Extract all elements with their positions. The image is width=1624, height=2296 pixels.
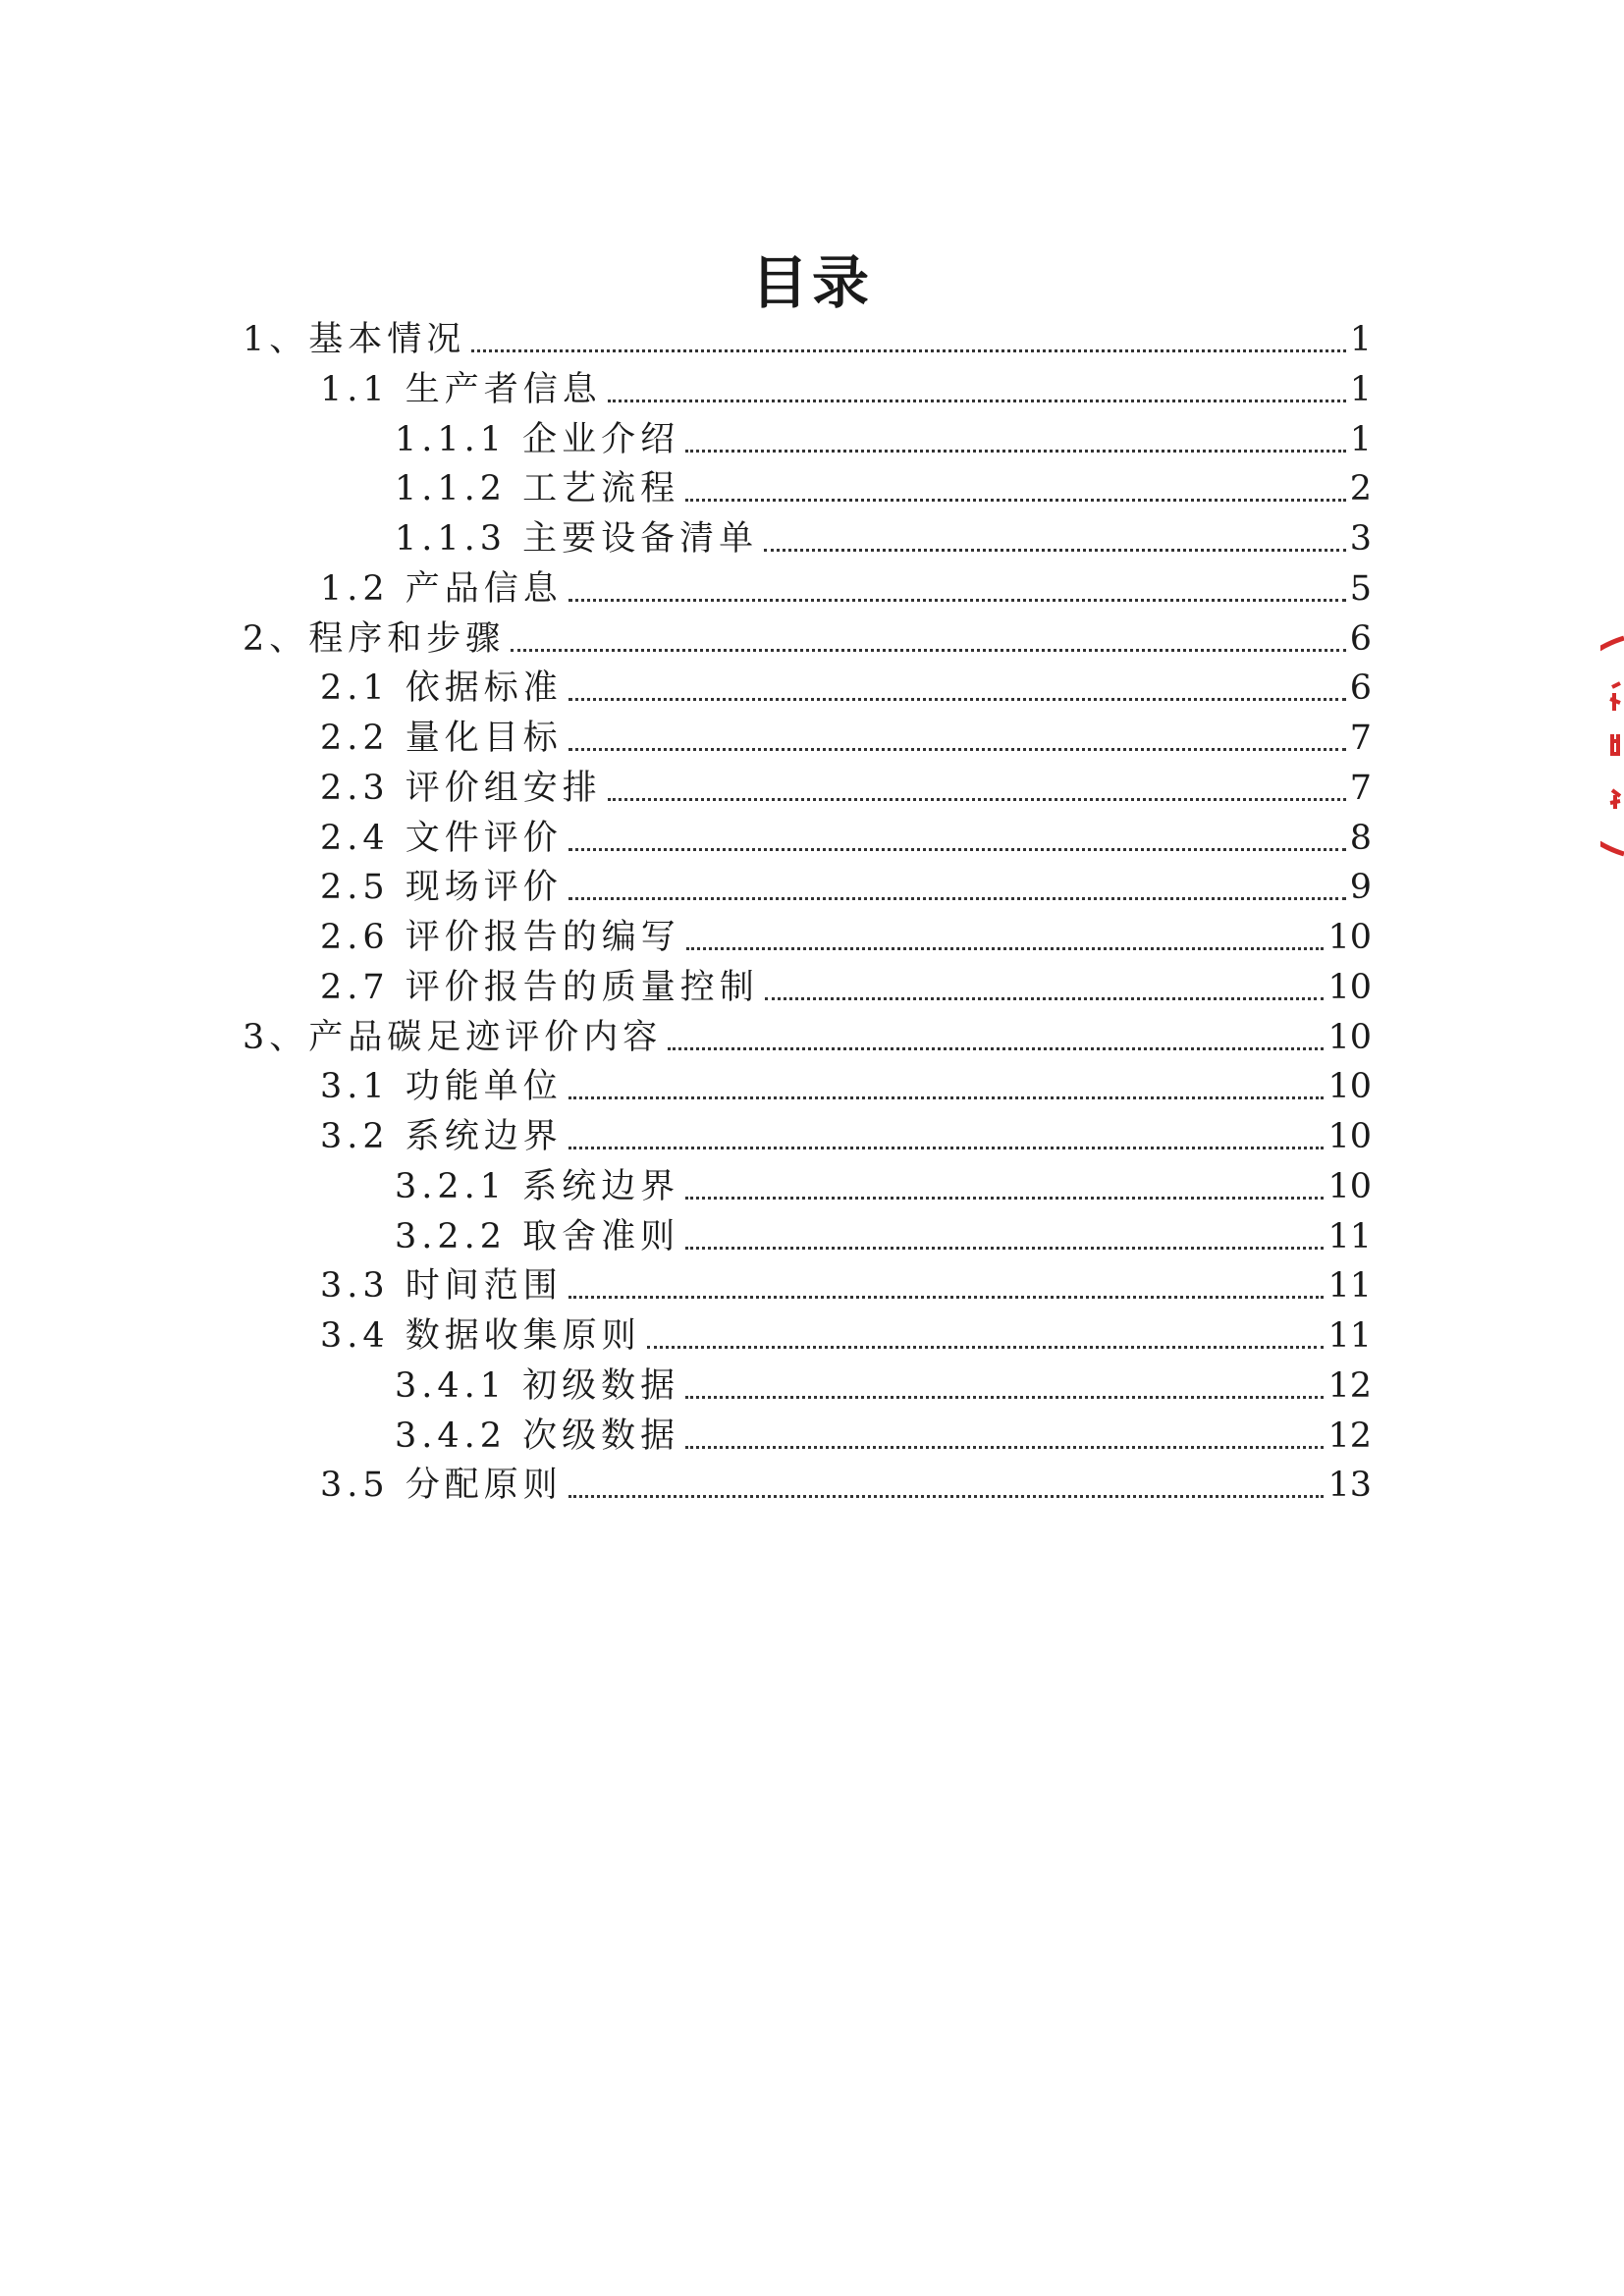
toc-entry[interactable] [395, 1413, 1372, 1460]
toc-entry-title: 3.3 时间范围 [320, 1266, 563, 1306]
toc-entry-page-number: 7 [1349, 719, 1372, 758]
dot-leader [685, 1395, 1324, 1399]
toc-entry[interactable] [395, 1163, 1372, 1210]
dot-leader [685, 498, 1346, 502]
dot-leader [568, 847, 1346, 851]
dot-leader [668, 1046, 1324, 1050]
toc-entry-page-number: 12 [1327, 1416, 1372, 1456]
page-title: 目录 [750, 249, 873, 316]
toc-entry[interactable] [243, 615, 1372, 663]
dot-leader [568, 896, 1346, 900]
toc-entry[interactable] [395, 465, 1372, 512]
toc-entry-title: 2.5 现场评价 [320, 868, 563, 907]
toc-entry[interactable] [395, 1362, 1372, 1410]
dot-leader [686, 946, 1325, 950]
toc-entry-page-number: 1 [1349, 370, 1372, 409]
toc-entry-title: 1.2 产品信息 [320, 569, 563, 609]
toc-entry-title: 1.1.2 工艺流程 [395, 469, 680, 508]
toc-entry[interactable] [320, 715, 1372, 762]
red-seal-stamp [1600, 628, 1624, 864]
toc-entry-title: 2、程序和步骤 [243, 619, 506, 659]
dot-leader [685, 1445, 1324, 1449]
toc-entry-page-number: 10 [1327, 1018, 1372, 1057]
toc-entry[interactable] [320, 565, 1372, 613]
toc-entry[interactable] [320, 1113, 1372, 1160]
dot-leader [685, 1196, 1324, 1200]
toc-entry[interactable] [243, 316, 1372, 363]
toc-entry-title: 2.6 评价报告的编写 [320, 918, 680, 957]
dot-leader [568, 1295, 1325, 1299]
toc-entry-title: 3.5 分配原则 [320, 1466, 563, 1505]
toc-entry-title: 3、产品碳足迹评价内容 [243, 1018, 663, 1057]
toc-entry[interactable] [320, 665, 1372, 712]
dot-leader [764, 548, 1346, 552]
toc-entry[interactable] [243, 1014, 1372, 1061]
toc-entry-title: 3.2.1 系统边界 [395, 1167, 680, 1206]
toc-entry-page-number: 11 [1327, 1316, 1372, 1356]
toc-entry[interactable] [320, 765, 1372, 812]
toc-entry[interactable] [320, 914, 1372, 961]
toc-entry-page-number: 10 [1327, 968, 1372, 1007]
toc-entry[interactable] [395, 416, 1372, 463]
toc-entry-page-number: 5 [1349, 569, 1372, 609]
toc-entry-page-number: 2 [1349, 469, 1372, 508]
dot-leader [568, 598, 1346, 602]
toc-entry-page-number: 10 [1327, 1117, 1372, 1156]
dot-leader [608, 399, 1346, 402]
toc-entry[interactable] [395, 1213, 1372, 1260]
toc-entry-page-number: 9 [1349, 868, 1372, 907]
toc-entry-title: 1.1.3 主要设备清单 [395, 519, 759, 559]
toc-entry-page-number: 8 [1349, 819, 1372, 858]
toc-entry-title: 3.1 功能单位 [320, 1067, 563, 1106]
toc-entry-title: 1、基本情况 [243, 320, 466, 359]
toc-entry[interactable] [320, 1462, 1372, 1509]
toc-entry[interactable] [320, 964, 1372, 1011]
toc-entry-page-number: 1 [1349, 320, 1372, 359]
toc-entry-title: 2.2 量化目标 [320, 719, 563, 758]
toc-entry[interactable] [320, 366, 1372, 413]
toc-entry[interactable] [320, 815, 1372, 862]
dot-leader [685, 1246, 1324, 1250]
toc-entry-page-number: 13 [1327, 1466, 1372, 1505]
dot-leader [765, 996, 1325, 1000]
toc-entry-title: 3.2.2 取舍准则 [395, 1217, 680, 1256]
toc-entry[interactable] [395, 515, 1372, 562]
dot-leader [511, 648, 1345, 652]
toc-entry-title: 1.1.1 企业介绍 [395, 420, 680, 459]
dot-leader [685, 449, 1346, 453]
dot-leader [568, 747, 1346, 751]
toc-entry-page-number: 11 [1327, 1266, 1372, 1306]
toc-entry-title: 3.2 系统边界 [320, 1117, 563, 1156]
toc-entry-page-number: 7 [1349, 769, 1372, 808]
toc-entry-title: 3.4 数据收集原则 [320, 1316, 641, 1356]
toc-entry-title: 2.1 依据标准 [320, 668, 563, 708]
toc-entry-page-number: 12 [1327, 1366, 1372, 1406]
toc-entry-title: 3.4.2 次级数据 [395, 1416, 680, 1456]
toc-entry-title: 2.3 评价组安排 [320, 769, 602, 808]
toc-entry[interactable] [320, 1063, 1372, 1110]
dot-leader [471, 348, 1345, 352]
toc-entry-page-number: 10 [1327, 1167, 1372, 1206]
toc-entry-page-number: 10 [1327, 1067, 1372, 1106]
toc-entry-page-number: 10 [1327, 918, 1372, 957]
toc-entry[interactable] [320, 1312, 1372, 1360]
toc-entry-title: 3.4.1 初级数据 [395, 1366, 680, 1406]
toc-entry-title: 2.7 评价报告的质量控制 [320, 968, 759, 1007]
dot-leader [568, 1095, 1325, 1099]
dot-leader [608, 797, 1346, 801]
toc-entry-page-number: 11 [1327, 1217, 1372, 1256]
toc-entry-page-number: 1 [1349, 420, 1372, 459]
dot-leader [568, 697, 1346, 701]
dot-leader [568, 1146, 1325, 1149]
toc-entry[interactable] [320, 864, 1372, 911]
dot-leader [568, 1494, 1325, 1498]
toc-entry-page-number: 3 [1349, 519, 1372, 559]
toc-entry-title: 1.1 生产者信息 [320, 370, 602, 409]
dot-leader [647, 1345, 1325, 1349]
toc-entry-page-number: 6 [1349, 619, 1372, 659]
toc-entry-title: 2.4 文件评价 [320, 819, 563, 858]
toc-entry-page-number: 6 [1349, 668, 1372, 708]
toc-entry[interactable] [320, 1262, 1372, 1309]
